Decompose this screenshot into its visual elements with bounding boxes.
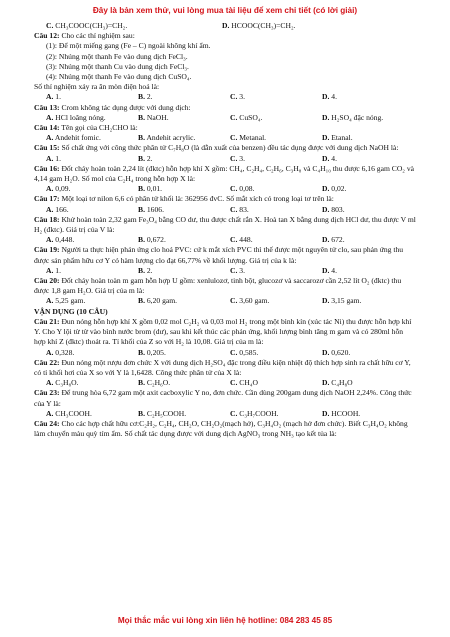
option-text: 0,08. — [239, 184, 255, 194]
option-text: 0,09. — [55, 184, 71, 194]
option-letter: C. — [230, 92, 238, 102]
answer-option — [230, 378, 322, 388]
question-text: Đốt cháy hoàn toàn 2,24 lít (đktc) hỗn hợp khí X gồm: CH₄, C₂H₄, C₂H₆, C₃H₈ và C₄H₁₀ thu được 6,16 gam CO₂ và 4,14 gam H₂O. Số mol của C₂H₄ trong hỗn hợp X là: — [34, 163, 415, 184]
question-stem — [34, 123, 416, 133]
option-text: C₃H₇COOH. — [239, 408, 279, 418]
answer-option — [322, 235, 414, 245]
question-block — [34, 143, 416, 163]
question-number: Câu 13: — [34, 102, 60, 112]
option-text: 0,328. — [55, 347, 75, 357]
answer-options — [34, 409, 416, 419]
option-text: 2. — [146, 153, 153, 163]
option-text: CH₄O — [239, 378, 258, 388]
option-text: 1606. — [146, 204, 164, 214]
question-block — [34, 164, 416, 195]
option-letter: C. — [230, 378, 238, 388]
option-text: 0,02. — [331, 184, 347, 194]
answer-options — [34, 184, 416, 194]
question-text: Để trung hòa 6,72 gam một axit cacboxylic Y no, đơn chức. Cần dùng 200gam dung dịch NaOH 2,24%. Công thức của Y là: — [34, 388, 412, 408]
option-letter: B. — [138, 378, 145, 388]
option-letter: D. — [322, 296, 330, 306]
option-letter: D. — [322, 265, 330, 275]
option-letter: D. — [322, 235, 330, 245]
question-block — [34, 388, 416, 419]
answer-option — [322, 348, 414, 358]
question-statement: (1): Để một miếng gang (Fe – C) ngoài không khí ẩm. — [46, 41, 211, 51]
option-text: CuSO₄. — [239, 112, 263, 122]
option-letter: C. — [230, 153, 238, 163]
answer-option — [46, 409, 138, 419]
option-letter: B. — [138, 133, 145, 143]
option-text: C₂H₆O. — [146, 378, 171, 388]
question-block — [34, 317, 416, 358]
answer-option — [138, 296, 230, 306]
question-number: Câu 21: — [34, 316, 60, 326]
question-stem — [34, 31, 416, 41]
question-stem — [34, 164, 416, 184]
option-letter: B. — [138, 92, 145, 102]
option-text: Etanal. — [331, 133, 353, 143]
answer-option — [230, 235, 322, 245]
option-letter: A. — [46, 296, 54, 306]
answer-option — [46, 266, 138, 276]
question-stem — [34, 358, 416, 378]
question-number: Câu 14: — [34, 123, 60, 133]
answer-option — [322, 154, 414, 164]
option-letter: B. — [138, 204, 145, 214]
question-stem — [34, 317, 416, 348]
answer-option — [46, 205, 138, 215]
option-letter: B. — [138, 347, 145, 357]
option-text: 166. — [55, 204, 69, 214]
answer-option — [46, 184, 138, 194]
option-letter: A. — [46, 235, 54, 245]
question-number: Câu 24: — [34, 418, 60, 428]
answer-option — [322, 205, 414, 215]
answer-option — [138, 92, 230, 102]
question-text: Đun nóng hỗn hợp khí X gồm 0,02 mol C₂H₂ và 0,03 mol H₂ trong một bình kín (xúc tác Ni) thu được hỗn hợp khí Y. Cho Y lội từ từ vào bình nước brom (dư), sau khi kết thúc các phản ứng, khối lượng bình tăng m gam và có 280ml hỗn hợp khí Z (đktc) thoát ra. Tỉ khối của Z so với H₂ là 10,08. Giá trị của m là: — [34, 316, 412, 347]
option-text: 0,01. — [146, 184, 163, 194]
option-text: 2. — [146, 265, 153, 275]
question-stem — [34, 388, 416, 408]
option-letter: D. — [322, 133, 330, 143]
answer-options — [34, 133, 416, 143]
answer-option — [322, 133, 414, 143]
answer-options — [34, 205, 416, 215]
option-text: 672. — [331, 235, 345, 245]
option-text: 83. — [239, 204, 249, 214]
question-number: Câu 18: — [34, 214, 60, 224]
option-letter: B. — [138, 265, 145, 275]
option-letter: C. — [230, 347, 238, 357]
question-number: Câu 22: — [34, 357, 60, 367]
question-number: Câu 20: — [34, 276, 60, 286]
option-letter: A. — [46, 184, 54, 194]
option-letter: A. — [46, 378, 54, 388]
question-stem — [34, 103, 416, 113]
question-block — [34, 31, 416, 102]
answer-options — [34, 378, 416, 388]
answer-options — [34, 92, 416, 102]
option-text: Metanal. — [239, 133, 267, 143]
option-letter: C. — [230, 112, 238, 122]
option-text: 4. — [331, 153, 337, 163]
answer-option — [138, 133, 230, 143]
question-block — [34, 123, 416, 143]
question-number: Câu 23: — [34, 388, 60, 398]
answer-option — [322, 266, 414, 276]
answer-option — [230, 184, 322, 194]
answer-option — [138, 378, 230, 388]
option-text: Andehit acrylic. — [146, 133, 196, 143]
answer-options — [34, 348, 416, 358]
option-text: 6,20 gam. — [146, 296, 178, 306]
answer-option — [322, 296, 414, 306]
option-text: HCOOH. — [331, 408, 361, 418]
question-stem — [34, 143, 416, 153]
option-text: 0,672. — [146, 235, 166, 245]
option-text: 0,205. — [146, 347, 166, 357]
option-text: CH₃COOH. — [55, 408, 92, 418]
option-text: 5,25 gam. — [55, 296, 86, 306]
answer-option — [138, 348, 230, 358]
answer-option — [138, 266, 230, 276]
question-text: Đun nóng một rượu đơn chức X với dung dịch H₂SO₄ đặc trong điều kiện nhiệt độ thích hợp sinh ra chất hữu cơ Y, có tỉ khối hơi của X so với Y là 1,6428. Công thức phân tử của X là: — [34, 357, 411, 377]
question-text: Đốt cháy hoàn toàn m gam hỗn hợp U gồm: xenlulozơ, tinh bột, glucozơ và saccarozơ cần 2,52 lít O₂ (đktc) thu được 1,8 gam H₂O. Giá trị của m là: — [34, 276, 402, 296]
answer-option — [138, 154, 230, 164]
option-letter: A. — [46, 112, 54, 122]
option-letter: C. — [230, 296, 238, 306]
question-list — [34, 317, 416, 439]
answer-option — [322, 113, 414, 123]
option-text: 0,448. — [55, 235, 75, 245]
answer-option — [322, 409, 414, 419]
question-text: Crom không tác dụng được với dung dịch: — [61, 102, 191, 112]
option-letter: B. — [138, 235, 145, 245]
question-text: Cho các thí nghiệm sau: — [61, 31, 135, 41]
answer-options — [34, 266, 416, 276]
option-letter: A. — [46, 408, 54, 418]
option-letter: D. — [322, 112, 330, 122]
answer-option — [230, 113, 322, 123]
answer-option — [46, 154, 138, 164]
question-number: Câu 19: — [34, 245, 60, 255]
question-text: Tên gọi của CH₂CHO là: — [61, 123, 138, 133]
question-text: Khử hoàn toàn 2,32 gam Fe₃O₄ bằng CO dư, thu được chất rắn X. Hoà tan X bằng dung dịch HCl dư, thu được V ml H₂ (đktc). Giá trị của V là: — [34, 214, 416, 235]
question-statement: (3): Nhúng một thanh Cu vào dung dịch FeCl₃. — [46, 61, 189, 71]
question-block — [34, 103, 416, 123]
option-text: 1. — [55, 92, 61, 102]
question-text: Một loại tơ nilon 6,6 có phân tử khối là: 362956 đvC. Số mắt xích có trong loại tơ trên là: — [61, 194, 334, 204]
option-text: 1. — [55, 265, 61, 275]
question-stem — [34, 419, 416, 439]
option-text: 3,15 gam. — [331, 296, 362, 306]
answer-option — [322, 92, 414, 102]
option-letter: B. — [138, 408, 145, 418]
footer-hotline: Mọi thắc mắc vui lòng xin liên hệ hotline: 084 283 45 85 — [117, 616, 333, 625]
question-block — [34, 194, 416, 214]
question-number: Câu 15: — [34, 143, 60, 153]
option-text: 448. — [239, 235, 253, 245]
question-number: Câu 16: — [34, 163, 60, 173]
answer-options — [34, 296, 416, 306]
option-text: 3. — [239, 153, 245, 163]
option-letter: D. — [322, 204, 330, 214]
answer-option — [46, 378, 138, 388]
question-stem — [34, 194, 416, 204]
option-text: 3. — [239, 265, 245, 275]
option-text: C₂H₅COOH. — [146, 408, 187, 418]
question-stem — [34, 276, 416, 296]
answer-option — [138, 184, 230, 194]
question-stem — [34, 215, 416, 235]
answer-option — [46, 133, 138, 143]
answer-option — [230, 205, 322, 215]
option-letter: D. — [322, 184, 330, 194]
option-letter: B. — [138, 112, 145, 122]
answer-option — [138, 113, 230, 123]
answer-option — [230, 154, 322, 164]
section-title: VẬN DỤNG (10 CÂU) — [34, 306, 108, 316]
option-text: H₂SO₄ đặc nóng. — [331, 112, 384, 122]
option-text: 0,620. — [331, 347, 351, 357]
option-text: Andehit fomic. — [54, 133, 101, 143]
question-number: Câu 12: — [34, 31, 60, 41]
option-letter: D. — [322, 347, 330, 357]
option-letter: C. — [230, 408, 238, 418]
option-letter: A. — [46, 204, 54, 214]
previous-question-options — [34, 21, 416, 31]
option-text: 3,60 gam. — [239, 296, 270, 306]
question-block — [34, 358, 416, 389]
answer-options — [34, 235, 416, 245]
answer-option — [230, 133, 322, 143]
option-text: NaOH. — [146, 112, 169, 122]
answer-option — [138, 235, 230, 245]
question-text: Số chất ứng với công thức phân tử C₇H₈O (là dẫn xuất của benzen) đều tác dụng được với dung dịch NaOH là: — [61, 143, 399, 153]
question-block — [34, 245, 416, 276]
question-stem — [34, 245, 416, 265]
option-text: 1. — [55, 153, 61, 163]
answer-option: D. HCOOC(CH₃)=CH₂. — [222, 21, 296, 30]
option-letter: B. — [138, 296, 145, 306]
option-letter: C. — [230, 204, 238, 214]
question-block — [34, 419, 416, 439]
question-statement: (2): Nhúng một thanh Fe vào dung dịch FeCl₃. — [46, 51, 188, 61]
question-statement: (4): Nhúng một thanh Fe vào dung dịch CuSO₄. — [46, 72, 192, 82]
answer-options — [34, 113, 416, 123]
option-letter: A. — [46, 265, 54, 275]
option-text: HCl loãng nóng. — [55, 112, 106, 122]
answer-option — [46, 113, 138, 123]
header-notice: Đây là bản xem thử, vui lòng mua tài liệu để xem chi tiết (có lời giải) — [92, 6, 358, 15]
option-letter: A. — [46, 347, 54, 357]
option-text: 2. — [146, 92, 153, 102]
option-text: C₄H₈O — [331, 378, 353, 388]
answer-options — [34, 154, 416, 164]
question-text: Cho các hợp chất hữu cơ:C₂H₂, C₂H₄, CH₂O, CH₂O₂(mạch hở), C₃H₄O₂ (mạch hở đơn chức). Biết C₃H₄O₂ không làm chuyển màu quỳ tím ẩm. Số chất tác dụng được với dung dịch AgNO₃ trong NH₃ tạo kết tủa là: — [34, 418, 408, 439]
answer-option — [230, 348, 322, 358]
option-letter: B. — [138, 184, 145, 194]
question-statement: Số thí nghiệm xảy ra ăn mòn điện hoá là: — [34, 82, 160, 92]
question-number: Câu 17: — [34, 194, 60, 204]
option-letter: D. — [322, 378, 330, 388]
option-letter: B. — [138, 153, 145, 163]
answer-option — [230, 92, 322, 102]
option-letter: A. — [46, 133, 54, 143]
option-letter: C. — [230, 235, 238, 245]
option-text: 0,585. — [239, 347, 259, 357]
option-letter: D. — [322, 92, 330, 102]
question-block — [34, 276, 416, 307]
option-text: 803. — [331, 204, 345, 214]
question-text: Người ta thực hiện phản ứng clo hoá PVC: cứ k mắt xích PVC thì thế được một nguyên tử clo, sau phản ứng thu được sản phẩm hữu cơ Y có hàm lượng clo đạt 66,77% về khối lượng. Giá trị của k là: — [34, 245, 404, 265]
answer-option — [322, 378, 414, 388]
answer-option: C. CH₃COOC(CH₃)=CH₂. — [46, 21, 128, 30]
answer-option — [46, 92, 138, 102]
option-text: 4. — [331, 92, 337, 102]
question-block — [34, 215, 416, 246]
option-letter: A. — [46, 92, 54, 102]
option-letter: C. — [230, 133, 238, 143]
question-list — [34, 31, 416, 306]
answer-option — [46, 348, 138, 358]
answer-option — [46, 296, 138, 306]
option-letter: C. — [230, 265, 238, 275]
option-letter: D. — [322, 408, 330, 418]
document-body — [34, 21, 416, 439]
answer-option — [46, 235, 138, 245]
answer-option — [138, 409, 230, 419]
option-letter: D. — [322, 153, 330, 163]
answer-option — [138, 205, 230, 215]
option-text: C₃H₈O. — [55, 378, 79, 388]
answer-option — [230, 409, 322, 419]
option-letter: A. — [46, 153, 54, 163]
option-text: 4. — [331, 265, 337, 275]
answer-option — [230, 266, 322, 276]
answer-option — [322, 184, 414, 194]
answer-option — [230, 296, 322, 306]
option-letter: C. — [230, 184, 238, 194]
option-text: 3. — [239, 92, 245, 102]
